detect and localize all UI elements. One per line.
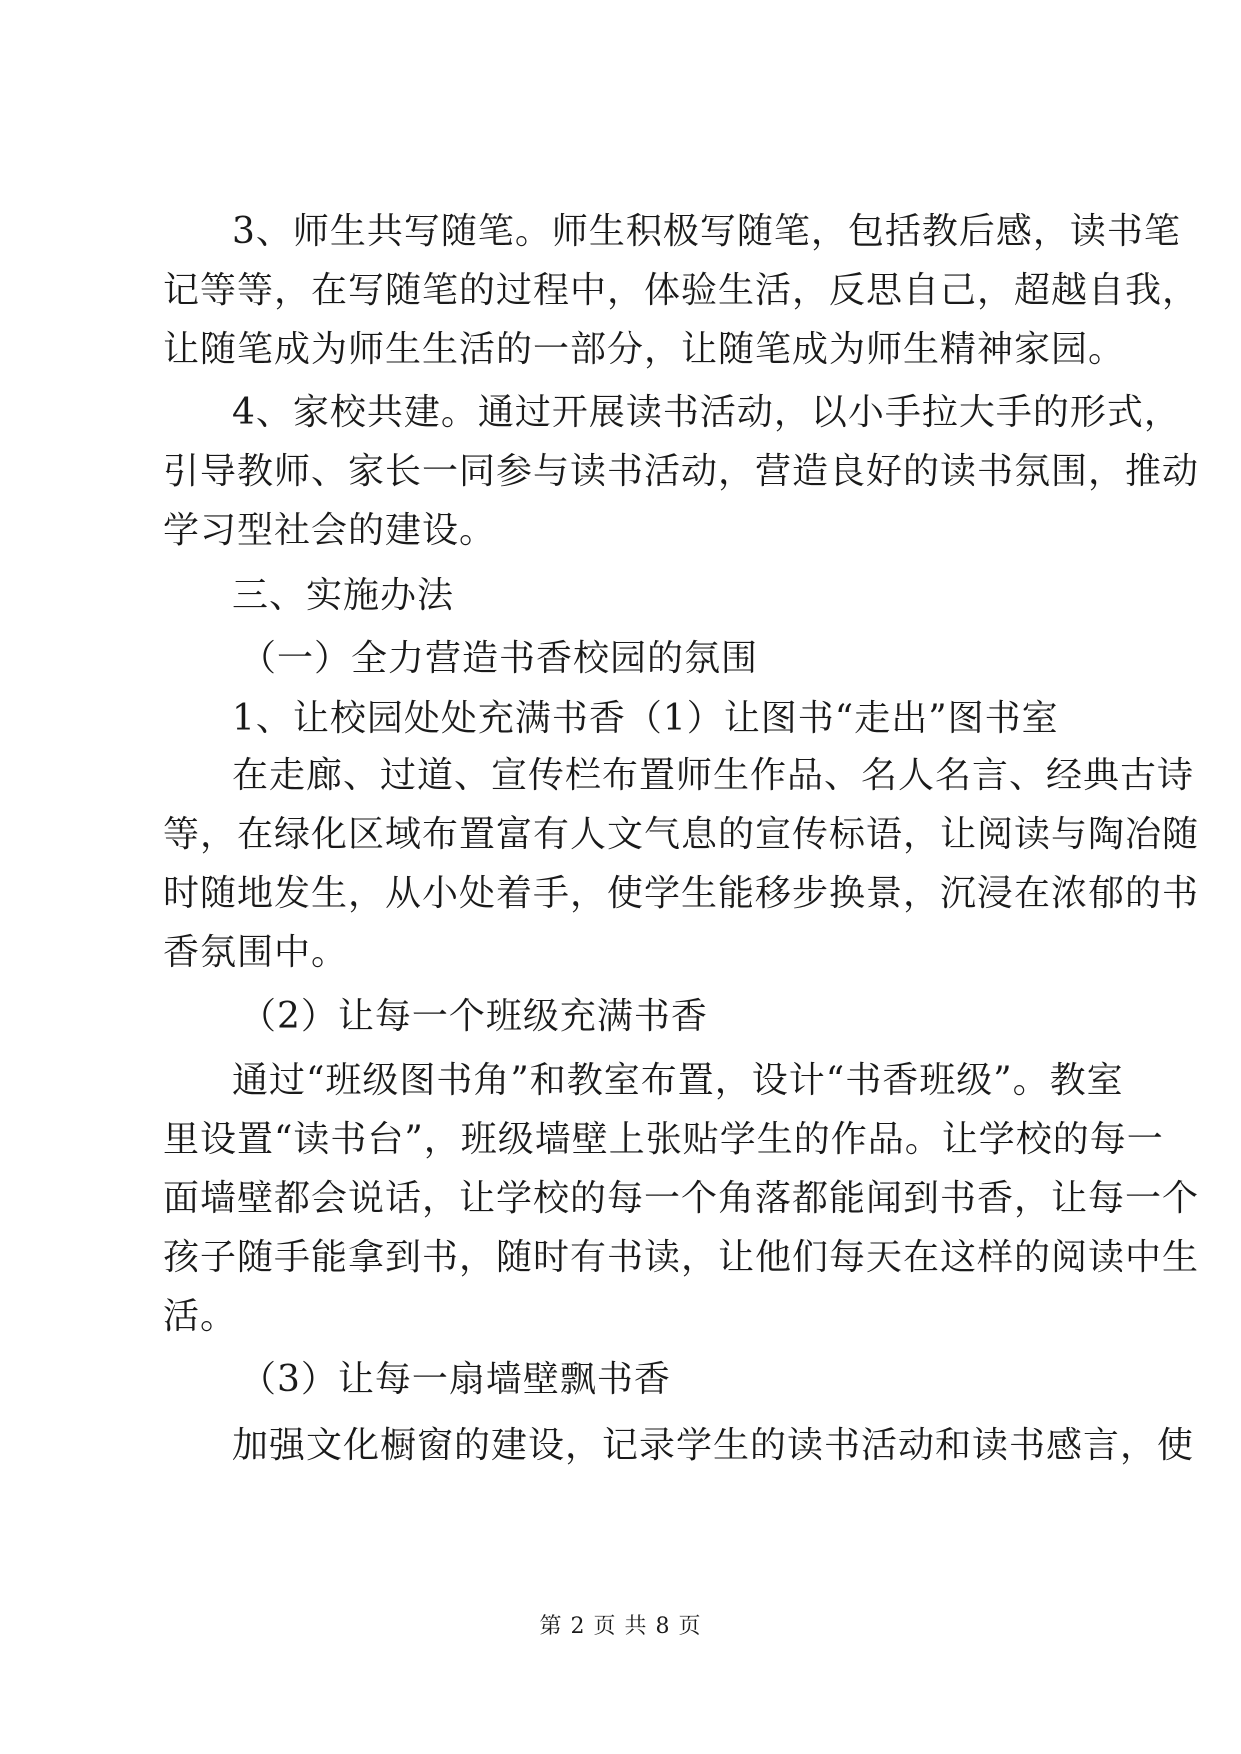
item-heading: 1、让校园处处充满书香（1）让图书“走出”图书室 [232, 698, 1059, 739]
paragraph-line: 加强文化橱窗的建设，记录学生的读书活动和读书感言，使 [232, 1425, 1195, 1466]
paragraph-line: 活。 [163, 1296, 238, 1337]
page-footer: 第 2 页 共 8 页 [539, 1614, 702, 1639]
paragraph-line: 4、家校共建。通过开展读书活动，以小手拉大手的形式， [232, 392, 1181, 433]
paragraph-line: 学习型社会的建设。 [163, 510, 497, 551]
paragraph-line: 通过“班级图书角”和教室布置，设计“书香班级”。教室 [232, 1060, 1124, 1101]
paragraph-line: 记等等，在写随笔的过程中，体验生活，反思自己，超越自我， [163, 270, 1200, 311]
paragraph-line: 香氛围中。 [163, 932, 349, 973]
paragraph-line: 时随地发生，从小处着手，使学生能移步换景，沉浸在浓郁的书 [163, 873, 1200, 914]
paragraph-line: 等，在绿化区域布置富有人文气息的宣传标语，让阅读与陶冶随 [163, 814, 1200, 855]
item-heading: （2）让每一个班级充满书香 [240, 996, 708, 1037]
subsection-heading: （一）全力营造书香校园的氛围 [240, 638, 759, 679]
paragraph-line: 让随笔成为师生生活的一部分，让随笔成为师生精神家园。 [163, 329, 1126, 370]
paragraph-line: 里设置“读书台”，班级墙壁上张贴学生的作品。让学校的每一 [163, 1119, 1164, 1160]
paragraph-line: 引导教师、家长一同参与读书活动，营造良好的读书氛围，推动 [163, 451, 1200, 492]
paragraph-line: 3、师生共写随笔。师生积极写随笔，包括教后感，读书笔 [232, 211, 1181, 252]
item-heading: （3）让每一扇墙壁飘书香 [240, 1359, 671, 1400]
paragraph-line: 在走廊、过道、宣传栏布置师生作品、名人名言、经典古诗 [232, 755, 1195, 796]
paragraph-line: 面墙壁都会说话，让学校的每一个角落都能闻到书香，让每一个 [163, 1178, 1200, 1219]
section-heading: 三、实施办法 [232, 575, 455, 616]
paragraph-line: 孩子随手能拿到书，随时有书读，让他们每天在这样的阅读中生 [163, 1237, 1200, 1278]
